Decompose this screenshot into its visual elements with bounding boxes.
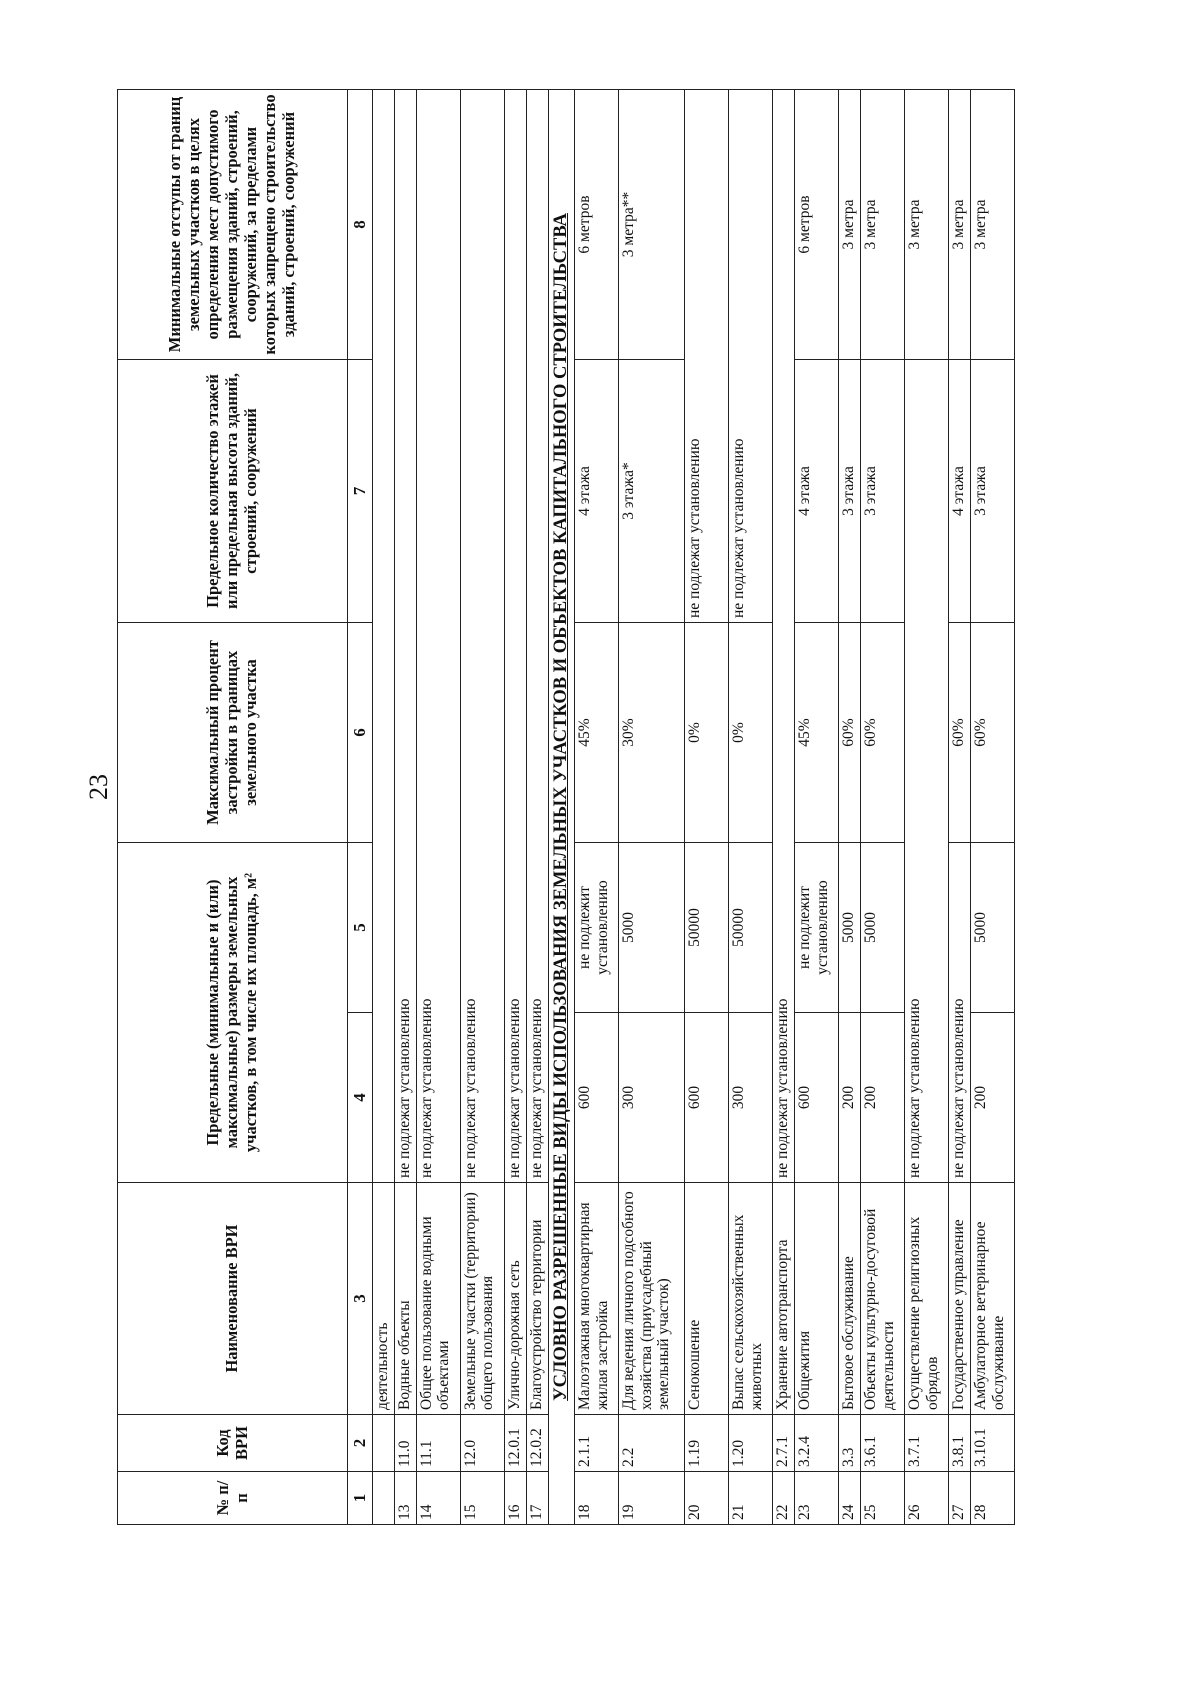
table-row: 20 1.19 Сенокошение 600 50000 0% не подлежат установлению — [684, 90, 728, 1525]
header-row — [118, 90, 348, 1525]
col-num: 6 — [348, 623, 373, 843]
header-size: Предельные (минимальные и (или) максимальные) размеры земельных участков, в том числе их площадь, м² — [118, 843, 348, 1183]
zoning-table — [117, 89, 1015, 1525]
table-row: 25 3.6.1 Объекты культурно-досуговой деятельности 200 5000 60% 3 этажа 3 метра — [860, 90, 904, 1525]
col-num: 2 — [348, 1415, 373, 1472]
section-row — [548, 90, 574, 1525]
table-row: 24 3.3 Бытовое обслуживание 200 5000 60% 3 этажа 3 метра — [838, 90, 860, 1525]
col-num: 3 — [348, 1183, 373, 1415]
header-percent: Максимальный процент застройки в границах земельного участка — [118, 623, 348, 843]
header-name: Наименование ВРИ — [118, 1183, 348, 1415]
table-row: 28 3.10.1 Амбулаторное ветеринарное обслуживание 200 5000 60% 3 этажа 3 метра — [970, 90, 1014, 1525]
table-row: 23 3.2.4 Общежития 600 не подлежит установлению 45% 4 этажа 6 метров — [794, 90, 838, 1525]
header-code: Код ВРИ — [118, 1415, 348, 1472]
col-num: 1 — [348, 1472, 373, 1525]
continuation-text: деятельность — [372, 1183, 394, 1415]
header-num: № п/п — [118, 1472, 348, 1525]
header-floors: Предельное количество этажей или предельная высота зданий, строений, сооружений — [118, 360, 348, 623]
column-number-row — [348, 90, 373, 1525]
table-row: 27 3.8.1 Государственное управление не подлежат установлению 60% 4 этажа 3 метра — [948, 90, 970, 1525]
table-row: 14 11.1 Общее пользование водными объектами не подлежат установлению — [416, 90, 460, 1525]
col-num: 5 — [348, 843, 373, 1013]
col-num: 4 — [348, 1013, 373, 1183]
rotated-table-container — [117, 90, 1017, 1525]
table-row: 16 12.0.1 Улично-дорожная сеть не подлежат установлению — [504, 90, 526, 1525]
page-number: 23 — [84, 774, 113, 800]
table-row — [372, 90, 394, 1525]
table-row: 26 3.7.1 Осуществление религиозных обрядов не подлежат установлению 3 метра — [904, 90, 948, 1525]
table-row: 17 12.0.2 Благоустройство территории не подлежат установлению — [526, 90, 548, 1525]
section-title: УСЛОВНО РАЗРЕШЕННЫЕ ВИДЫ ИСПОЛЬЗОВАНИЯ ЗЕМЕЛЬНЫХ УЧАСТКОВ И ОБЪЕКТОВ КАПИТАЛЬНОГО СТРОИТЕЛЬСТВА — [548, 90, 574, 1525]
table-row: 21 1.20 Выпас сельскохозяйственных животных 300 50000 0% не подлежат установлению — [728, 90, 772, 1525]
table-row: 13 11.0 Водные объекты не подлежат установлению — [394, 90, 416, 1525]
table-row: 22 2.7.1 Хранение автотранспорта не подлежат установлению — [772, 90, 794, 1525]
table-row: 18 2.1.1 Малоэтажная многоквартирная жилая застройка 600 не подлежит установлению 45% 4 этажа 6 метров — [574, 90, 618, 1525]
table-row: 15 12.0 Земельные участки (территории) общего пользования не подлежат установлению — [460, 90, 504, 1525]
col-num: 7 — [348, 360, 373, 623]
col-num: 8 — [348, 90, 373, 360]
table-row: 19 2.2 Для ведения личного подсобного хозяйства (приусадебный земельный участок) 300 5000 30% 3 этажа* 3 метра** — [618, 90, 684, 1525]
header-setback: Минимальные отступы от границ земельных участков в целях определения мест допустимого размещения зданий, строений, сооружений, за пределами которых запрещено строительство зданий, строений, сооружений — [118, 90, 348, 360]
